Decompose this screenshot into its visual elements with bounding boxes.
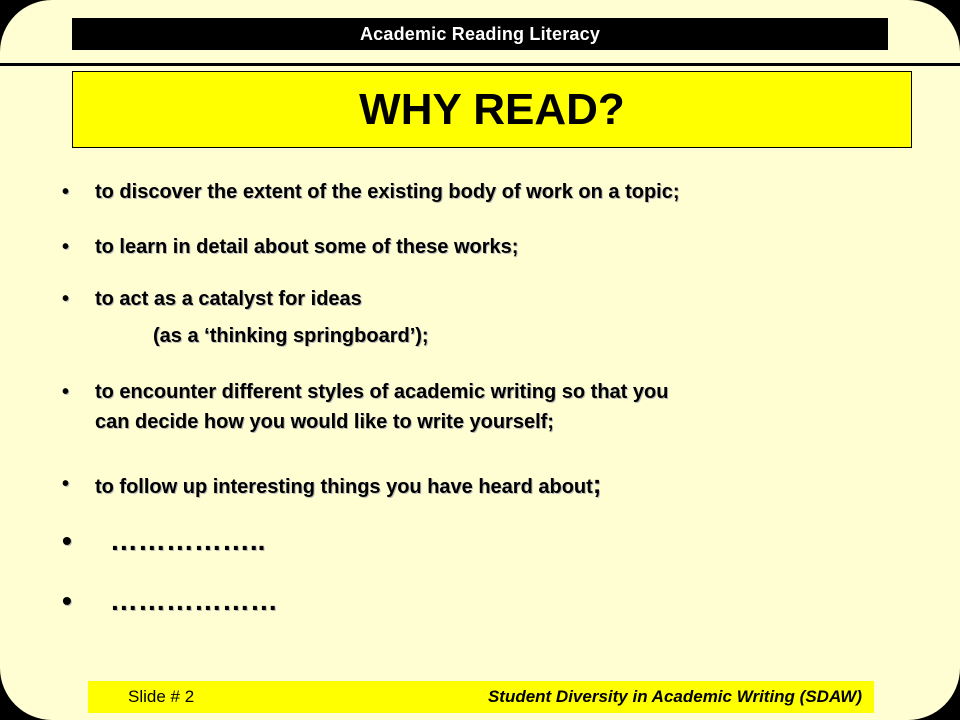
header-title: Academic Reading Literacy: [359, 23, 601, 44]
bullet-text: [95, 468, 601, 503]
bullet-icon: •: [62, 473, 70, 495]
bullet-text: to learn in detail about some of these works;: [95, 236, 519, 258]
bullet-text: to encounter different styles of academic writing so that you: [95, 381, 669, 403]
footer-bar: [88, 681, 874, 713]
placeholder-bullet: [62, 585, 278, 617]
placeholder-text: ……………..: [109, 525, 266, 556]
bullet-icon: •: [62, 381, 70, 403]
bullet-item: [62, 283, 362, 315]
placeholder-text: ………………: [109, 585, 278, 616]
slide-title: WHY READ?: [359, 84, 625, 134]
bullet-icon: •: [62, 288, 70, 310]
bullet-text: to discover the extent of the existing body of work on a topic;: [95, 181, 680, 203]
bullet-item: [62, 176, 680, 208]
bullet-item: [62, 376, 668, 408]
header-divider: [0, 63, 960, 66]
bullet-text-main: to follow up interesting things you have heard about: [95, 476, 593, 498]
course-title: Student Diversity in Academic Writing (SDAW): [487, 687, 862, 706]
header-bar: [72, 18, 888, 50]
title-box: [72, 71, 912, 148]
bullet-icon: •: [62, 181, 70, 203]
bullet-text: can decide how you would like to write yourself;: [95, 411, 554, 433]
bullet-item: [62, 468, 601, 503]
bullet-continuation: [62, 406, 554, 438]
bullet-subline: (as a ‘thinking springboard’);: [153, 325, 429, 347]
bullet-icon: •: [62, 236, 70, 258]
slide-number: Slide # 2: [128, 687, 195, 706]
placeholder-bullet: [62, 525, 265, 557]
bullet-icon: •: [62, 525, 72, 556]
bullet-text-suffix: ;: [592, 469, 602, 499]
bullet-item: [62, 231, 518, 263]
bullet-text: to act as a catalyst for ideas: [95, 288, 362, 310]
bullet-icon: •: [62, 585, 72, 616]
